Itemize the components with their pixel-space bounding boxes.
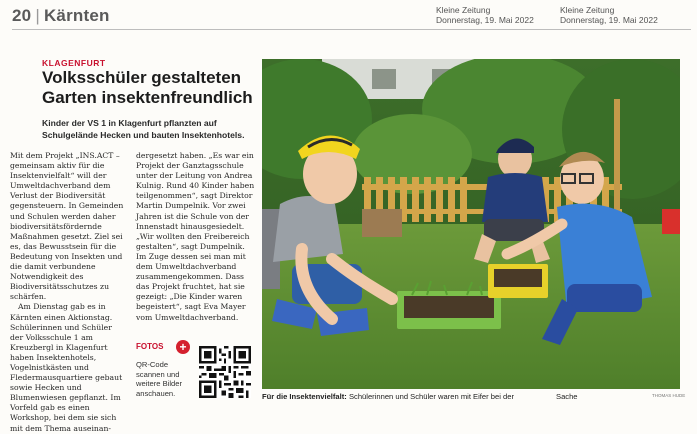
photo-caption bbox=[262, 392, 652, 401]
caption-bold: Für die Insektenvielfalt: bbox=[262, 392, 347, 401]
page-number: 20 bbox=[12, 6, 32, 25]
planter-box-yellow bbox=[488, 264, 548, 298]
page-section-label: 20 | Kärnten bbox=[12, 6, 110, 25]
publication-date: Donnerstag, 19. Mai 2022 bbox=[560, 15, 658, 25]
article-headline: Volksschüler gestalteten Garten insektenfreundlich bbox=[42, 68, 253, 107]
article-column-2 bbox=[136, 151, 256, 323]
fotos-qr-box bbox=[136, 340, 258, 396]
publication-name: Kleine Zeitung bbox=[560, 5, 615, 15]
qr-code-icon[interactable] bbox=[198, 346, 252, 398]
section-name: Kärnten bbox=[43, 6, 110, 25]
caption-end: Sache bbox=[556, 392, 578, 401]
article-kicker: KLAGENFURT bbox=[42, 58, 106, 68]
article-paragraph: dergesetzt haben. „Es war ein Projekt der Ganztagsschule unter der Leitung von Andrea Kulnig. Rund 40 Kinder haben teilgenommen“, sagt Direktor Martin Dumpelnik. Vor zwei Jahren ist die Schule von der Innenstadt hinausgesiedelt. „Wir wollten den Freibereich gestalten“, sagt Dumpelnik. Im Zuge dessen sei man mit dem Umweltdachverband zusammengekommen. Dass das Projekt fruchtet, hat sie gezeigt: „Die Kinder waren begeistert“, sagt Eva Mayer vom Umweltdachverband. bbox=[136, 151, 255, 322]
qr-instruction-text: QR-Code scannen und weitere Bilder anschauen. bbox=[136, 360, 183, 398]
publication-date: Donnerstag, 19. Mai 2022 bbox=[436, 15, 534, 25]
header-divider bbox=[12, 29, 691, 30]
header-dateline-2 bbox=[560, 5, 658, 25]
fotos-label: FOTOS bbox=[136, 342, 164, 351]
photo-credit: THOMAS HUDE bbox=[652, 393, 686, 398]
article-paragraph: Mit dem Projekt „INS.ACT – gemeinsam aktiv für die Insektenvielfalt“ will der Umweltdachverband dem Verlust der Biodiversität gegensteuern. In Gemeinden und Schulen werden daher biodiversitätsfördernde Maßnahmen gesetzt. Ziel sei es, das Bewusstsein für die Bedeutung von Insekten und die damit verbundene Notwendigkeit des Biodiversitätsschutzes zu schärfen. bbox=[10, 151, 124, 302]
header-dateline-1 bbox=[436, 5, 534, 25]
publication-name: Kleine Zeitung bbox=[436, 5, 491, 15]
insect-hotel bbox=[362, 209, 402, 237]
article-photo bbox=[262, 59, 680, 389]
plus-icon: + bbox=[176, 340, 190, 354]
page-header bbox=[0, 0, 697, 34]
article-column-1 bbox=[10, 151, 126, 434]
caption-text: Schülerinnen und Schüler waren mit Eifer bei der bbox=[348, 392, 514, 401]
article-lead: Kinder der VS 1 in Klagenfurt pflanzten auf Schulgelände Hecken und bauten Insektenhotels. bbox=[42, 118, 245, 140]
article-paragraph: Am Dienstag gab es in Kärnten einen Aktionstag. Schülerinnen und Schüler der Volksschule 1 am Kreuzbergl in Klagenfurt haben Insektenhotels, Vogelnistkästen und Fledermausquartiere gebaut sowie Hecken und Blumenwiesen gepflanzt. Im Vorfeld gab es einen Workshop, bei dem sie sich mit dem Thema auseinan- bbox=[10, 302, 123, 433]
